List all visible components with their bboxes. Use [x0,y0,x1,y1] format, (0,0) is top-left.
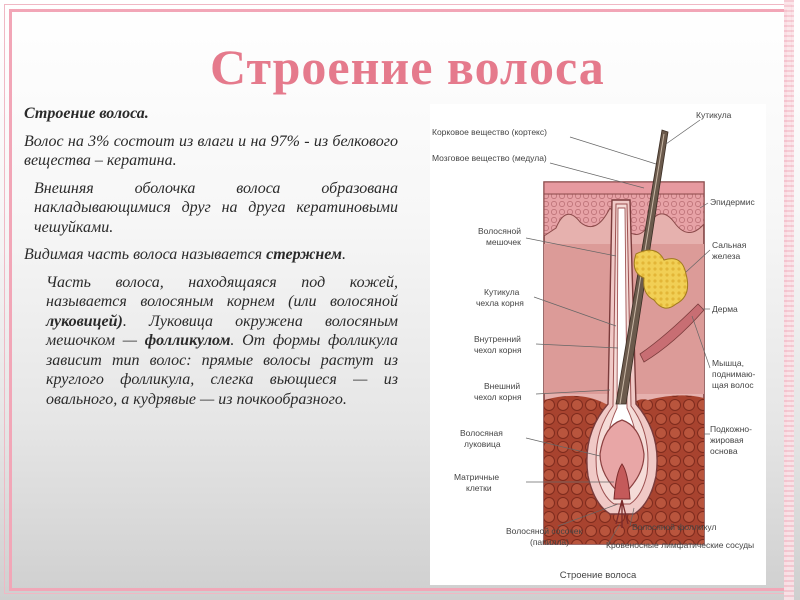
hair-diagram-svg [430,104,766,585]
figure-caption: Строение волоса [559,570,637,581]
text-paragraph-1: Волос на 3% состоит из влаги и на 97% - из белкового вещества – кератина. [24,132,398,169]
text-heading: Строение волоса. [24,105,149,122]
label-subcutaneous-3: основа [710,446,738,456]
label-papilla-2: (папилла) [530,537,569,547]
label-subcutaneous-2: жировая [710,435,744,445]
label-cuticle-root-2: чехла корня [476,298,524,308]
text-p4-e: . От формы фолликула зависит тип волос: прямые волосы растут из круглого фолликула, слегка вьющиеся — из овального, а кудрявые — из почкообразного. [46,332,398,408]
text-p3-a: Видимая часть волоса называется [24,246,267,263]
text-paragraph-3 [24,245,398,265]
label-epidermis: Эпидермис [710,197,755,207]
label-inner-root-2: чехол корня [474,345,522,355]
text-p3-c: . [341,246,346,263]
label-cuticle-root-1: Кутикула [484,287,520,297]
text-term-bulb: луковицей) [46,312,123,330]
skin-surface [544,182,704,194]
text-paragraph-4 [24,273,398,410]
label-bulb-2: луковица [464,439,501,449]
label-muscle-2: поднимаю- [712,369,756,379]
label-bulb-1: Волосяная [460,428,503,438]
label-outer-root-1: Внешний [484,381,521,391]
label-subcutaneous-1: Подкожно- [710,424,752,434]
text-term-shaft: стержнем [266,246,342,263]
label-hair-sac-2: мешочек [486,237,521,247]
slide-title: Строение волоса [210,39,605,95]
label-muscle-3: щая волос [712,380,754,390]
hair-structure-diagram [430,104,766,585]
label-cuticle: Кутикула [696,110,732,120]
label-inner-root-1: Внутренний [474,334,521,344]
label-papilla-1: Волосяной сосочек [506,526,583,536]
label-matrix-1: Матричные [454,472,500,482]
text-paragraph-2: Внешняя оболочка волоса образована накладывающимися друг на друга кератиновыми чешуйками. [34,179,398,236]
text-p4-a: Часть волоса, находящаяся под кожей, называется волосяным корнем (или волосяной [46,273,398,310]
label-hair-sac-1: Волосяной [478,226,522,236]
label-matrix-2: клетки [466,483,492,493]
body-text [24,104,398,417]
label-medulla: Мозговое вещество (медула) [432,153,547,163]
text-term-follicle: фолликулом [144,332,231,349]
text-p4-c: . Луковица окружена волосяным мешочком — [46,312,398,349]
label-outer-root-2: чехол корня [474,392,522,402]
label-dermis: Дерма [712,304,738,314]
slide-frame-stripe [784,0,794,600]
label-follicle: Волосяной фолликул [632,522,717,532]
label-vessels: Кровеносные лимфатические сосуды [606,540,755,550]
label-sebaceous-2: железа [712,251,741,261]
label-sebaceous-1: Сальная [712,240,747,250]
label-muscle-1: Мышца, [712,358,744,368]
label-cortex: Корковое вещество (кортекс) [432,127,547,137]
